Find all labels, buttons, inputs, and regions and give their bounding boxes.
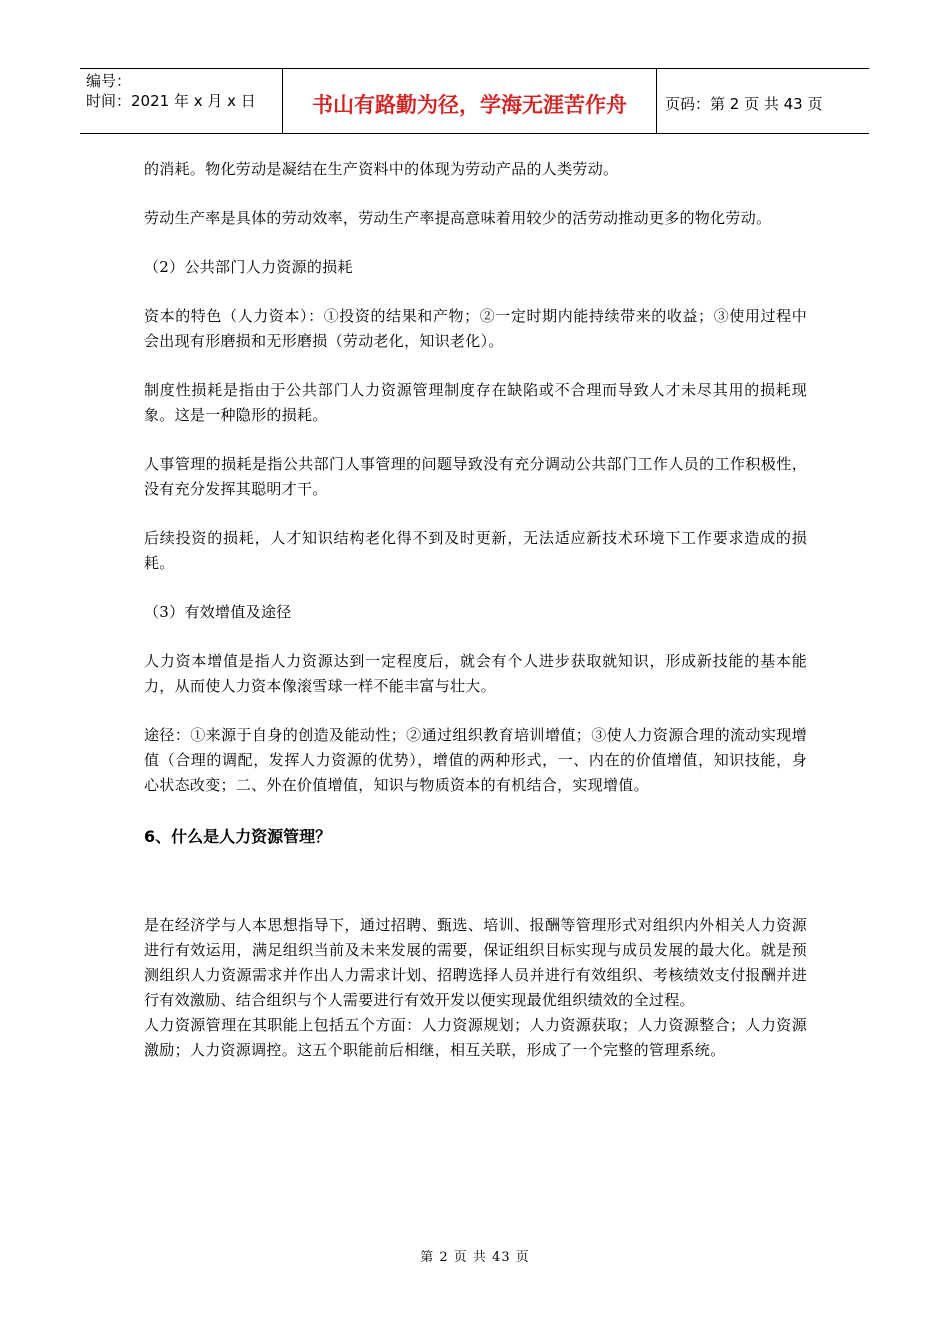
footer-page-number: 第 2 页 共 43 页 xyxy=(420,1250,530,1265)
section-heading: 6、什么是人力资源管理？ xyxy=(144,827,332,846)
document-number-label: 编号： xyxy=(86,72,132,90)
paragraph: 后续投资的损耗，人才知识结构老化得不到及时更新，无法适应新技术环境下工作要求造成的损耗。 xyxy=(144,529,807,572)
paragraph: 途径：①来源于自身的创造及能动性；②通过组织教育培训增值；③使人力资源合理的流动实现增值（合理的调配，发挥人力资源的优势），增值的两种形式，一、内在的价值增值，知识技能，身心状态改变；二、外在价值增值，知识与物质资本的有机结合，实现增值。 xyxy=(144,726,807,794)
document-body xyxy=(144,157,807,1063)
subheading-2: （2）公共部门人力资源的损耗 xyxy=(144,258,353,276)
subheading-3: （3）有效增值及途径 xyxy=(144,603,292,621)
document-date: 时间：2021 年 x 月 x 日 xyxy=(86,92,256,110)
paragraph: 是在经济学与人本思想指导下，通过招聘、甄选、培训、报酬等管理形式对组织内外相关人力资源进行有效运用，满足组织当前及未来发展的需要，保证组织目标实现与成员发展的最大化。就是预测组织人力资源需求并作出人力需求计划、招聘选择人员并进行有效组织、考核绩效支付报酬并进行有效激励、结合组织与个人需要进行有效开发以便实现最优组织绩效的全过程。 xyxy=(144,916,807,1009)
page-footer xyxy=(0,1246,950,1265)
paragraph: 人力资本增值是指人力资源达到一定程度后，就会有个人进步获取就知识，形成新技能的基本能力，从而使人力资本像滚雪球一样不能丰富与壮大。 xyxy=(144,652,807,695)
paragraph: 人力资源管理在其职能上包括五个方面：人力资源规划；人力资源获取；人力资源整合；人力资源激励；人力资源调控。这五个职能前后相继，相互关联，形成了一个完整的管理系统。 xyxy=(144,1016,807,1059)
header-motto xyxy=(282,69,657,133)
paragraph: 的消耗。物化劳动是凝结在生产资料中的体现为劳动产品的人类劳动。 xyxy=(144,160,619,178)
paragraph: 人事管理的损耗是指公共部门人事管理的问题导致没有充分调动公共部门工作人员的工作积极性，没有充分发挥其聪明才干。 xyxy=(144,455,807,498)
page-header xyxy=(80,68,869,134)
page-info-text: 页码：第 2 页 共 43 页 xyxy=(665,94,823,113)
header-meta xyxy=(80,69,282,133)
paragraph: 资本的特色（人力资本）：①投资的结果和产物；②一定时期内能持续带来的收益；③使用过程中会出现有形磨损和无形磨损（劳动老化，知识老化）。 xyxy=(144,307,807,350)
header-page-info xyxy=(657,69,869,133)
paragraph: 制度性损耗是指由于公共部门人力资源管理制度存在缺陷或不合理而导致人才未尽其用的损耗现象。这是一种隐形的损耗。 xyxy=(144,381,807,424)
paragraph: 劳动生产率是具体的劳动效率，劳动生产率提高意味着用较少的活劳动推动更多的物化劳动。 xyxy=(144,209,772,227)
motto-text: 书山有路勤为径，学海无涯苦作舟 xyxy=(312,93,627,117)
